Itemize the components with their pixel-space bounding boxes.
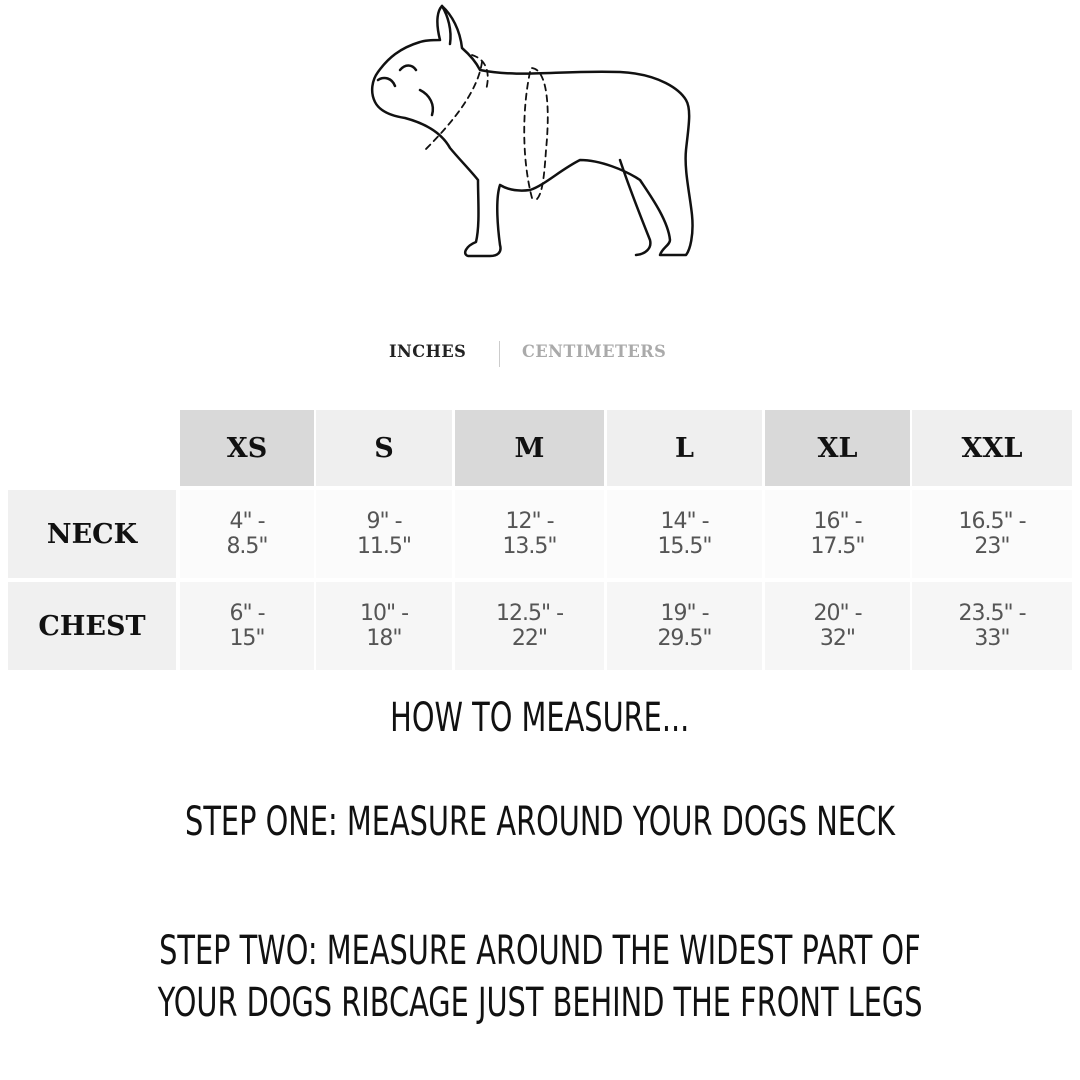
row-label-chest: CHEST: [8, 582, 176, 670]
french-bulldog-illustration: [360, 0, 700, 265]
chest-m: 12.5" - 22": [455, 582, 604, 670]
step-two-text-1: STEP TWO: MEASURE AROUND THE WIDEST PART OF: [159, 928, 921, 974]
neck-xs: 4" - 8.5": [180, 490, 314, 578]
neck-l: 14" - 15.5": [607, 490, 762, 578]
neck-s: 9" - 11.5": [316, 490, 452, 578]
inches-tab[interactable]: INCHES: [389, 342, 467, 362]
size-header-l: L: [607, 410, 762, 486]
step-one-text: STEP ONE: MEASURE AROUND YOUR DOGS NECK: [185, 799, 895, 845]
chest-xs: 6" - 15": [180, 582, 314, 670]
neck-xxl: 16.5" - 23": [912, 490, 1072, 578]
size-header-xl: XL: [765, 410, 910, 486]
centimeters-tab[interactable]: CENTIMETERS: [522, 342, 667, 362]
chest-xl: 20" - 32": [765, 582, 910, 670]
neck-m: 12" - 13.5": [455, 490, 604, 578]
unit-toggle: [0, 342, 1080, 372]
step-one: [0, 796, 1080, 848]
step-two-text-2: YOUR DOGS RIBCAGE JUST BEHIND THE FRONT LEGS: [157, 980, 923, 1026]
chest-xxl: 23.5" - 33": [912, 582, 1072, 670]
step-two-line2: [0, 977, 1080, 1029]
chest-l: 19" - 29.5": [607, 582, 762, 670]
size-header-s: S: [316, 410, 452, 486]
row-label-neck: NECK: [8, 490, 176, 578]
unit-divider: [499, 341, 500, 367]
neck-xl: 16" - 17.5": [765, 490, 910, 578]
heading-text: HOW TO MEASURE...: [390, 695, 690, 741]
chest-s: 10" - 18": [316, 582, 452, 670]
size-header-m: M: [455, 410, 604, 486]
step-two-line1: [0, 925, 1080, 977]
how-to-measure-heading: [0, 692, 1080, 744]
size-header-xxl: XXL: [912, 410, 1072, 486]
size-header-xs: XS: [180, 410, 314, 486]
